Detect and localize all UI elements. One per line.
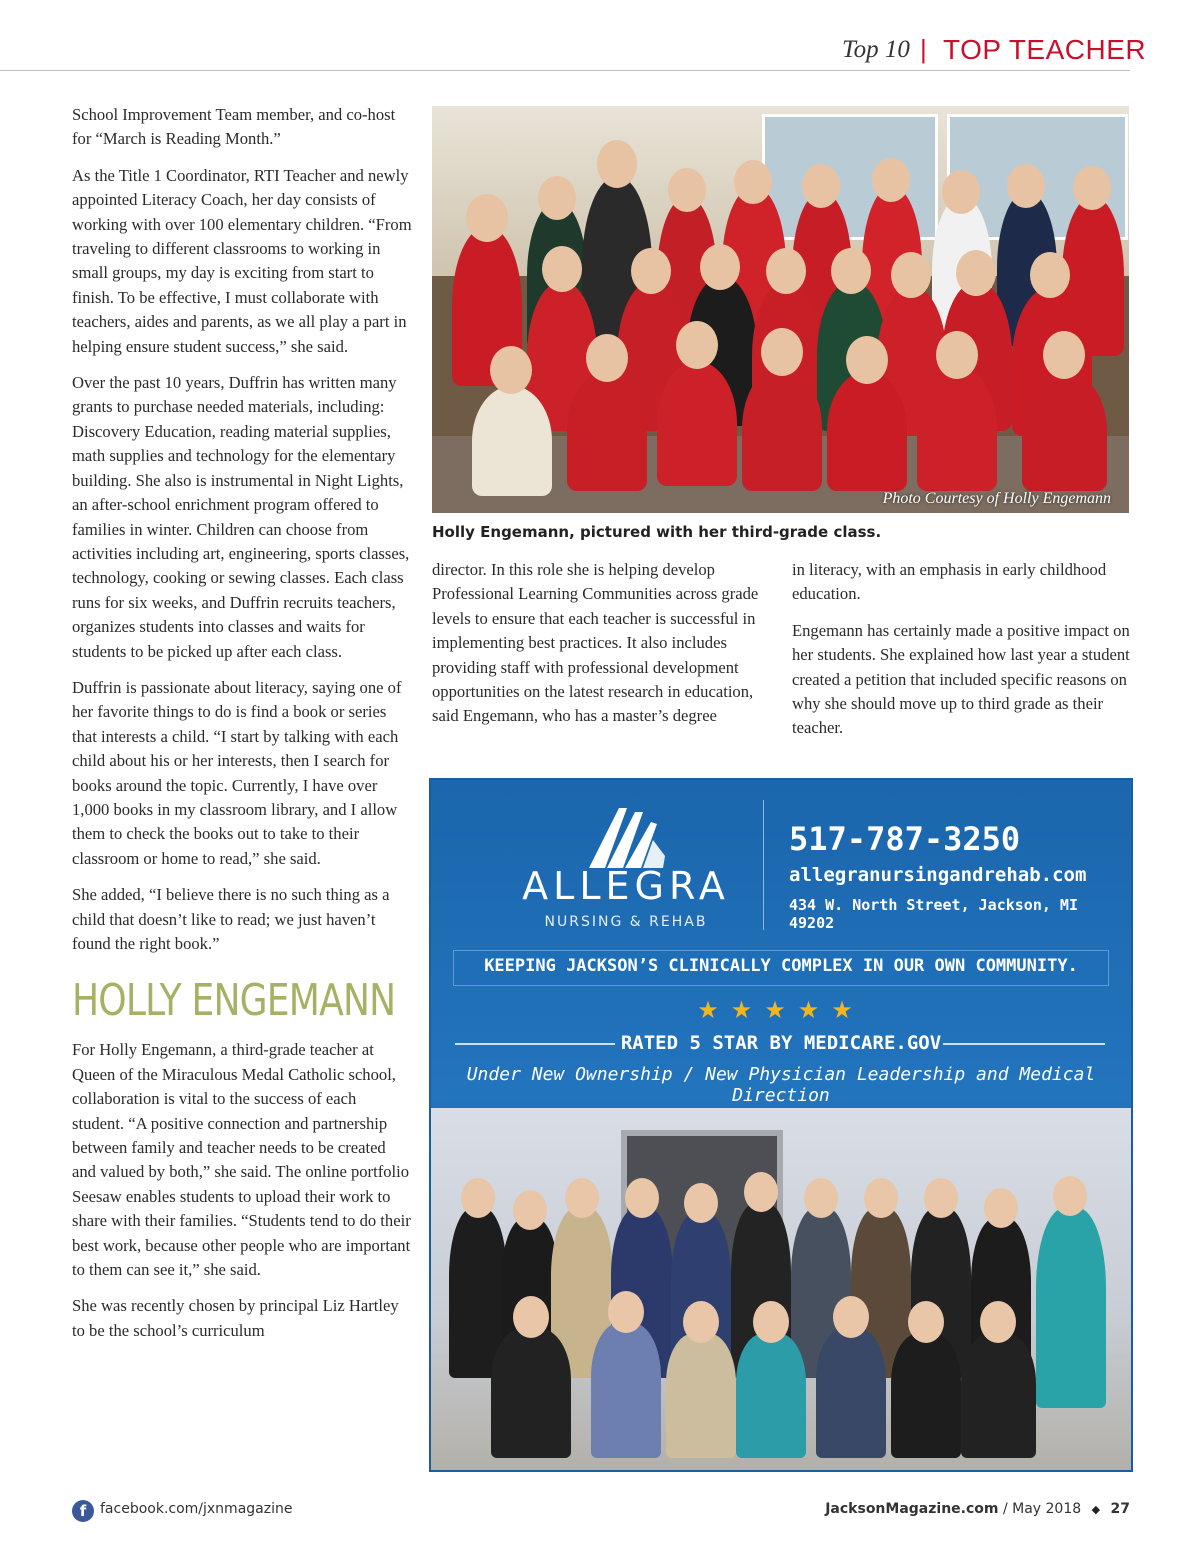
staff-head bbox=[684, 1183, 718, 1223]
allegra-advertisement[interactable] bbox=[429, 778, 1133, 1472]
staff-head bbox=[980, 1301, 1016, 1343]
student-head bbox=[676, 321, 718, 369]
staff-head bbox=[908, 1301, 944, 1343]
left-column bbox=[72, 103, 412, 1355]
staff-head bbox=[513, 1296, 549, 1338]
student-head bbox=[802, 164, 840, 208]
ad-banner-text: KEEPING JACKSON’S CLINICALLY COMPLEX IN OUR OWN COMMUNITY. bbox=[484, 956, 1078, 976]
header-rule bbox=[0, 70, 1130, 71]
staff-head bbox=[625, 1178, 659, 1218]
staff-member bbox=[736, 1333, 806, 1458]
paragraph: Duffrin is passionate about literacy, saying one of her favorite things to do is find a book or series that interests a child. “I start by talking with each child about his or her interests, then I search for books around the topic. Currently, I have over 1,000 books in my classroom library, and I allow them to check the books out to take to their classroom or home to read,” she said. bbox=[72, 677, 402, 868]
ad-divider bbox=[763, 800, 764, 930]
right-column bbox=[792, 558, 1130, 753]
staff-member bbox=[961, 1333, 1036, 1458]
issue-date: May 2018 bbox=[1012, 1501, 1082, 1517]
student-head bbox=[766, 248, 806, 294]
student-head bbox=[831, 248, 871, 294]
student-head bbox=[542, 246, 582, 292]
student bbox=[827, 371, 907, 491]
student bbox=[1022, 371, 1107, 491]
staff-head bbox=[513, 1190, 547, 1230]
student-head bbox=[1030, 252, 1070, 298]
staff-head bbox=[984, 1188, 1018, 1228]
staff-head bbox=[924, 1178, 958, 1218]
student bbox=[657, 361, 737, 486]
staff-head bbox=[1053, 1176, 1087, 1216]
ad-brand: ALLEGRA bbox=[522, 864, 730, 908]
paragraph: She was recently chosen by principal Liz Hartley to be the school’s curriculum bbox=[72, 1296, 399, 1340]
paragraph: She added, “I believe there is no such thing as a child that doesn’t like to read; we just haven’t found the right book.” bbox=[72, 885, 390, 953]
staff-head bbox=[461, 1178, 495, 1218]
student bbox=[917, 366, 997, 491]
student-head bbox=[891, 252, 931, 298]
student-head bbox=[538, 176, 576, 220]
paragraph: in literacy, with an emphasis in early childhood education. bbox=[792, 560, 1107, 604]
staff-member bbox=[1036, 1208, 1106, 1408]
paragraph: As the Title 1 Coordinator, RTI Teacher and newly appointed Literacy Coach, her day consists of working with over 100 elementary children. “From traveling to different classrooms to working in small groups, my day is exciting from start to finish. To be effective, I must collaborate with teachers, aides and parents, as we all play a part in helping ensure student success,” she said. bbox=[72, 165, 412, 356]
staff-head bbox=[833, 1296, 869, 1338]
page-footer bbox=[0, 1496, 1200, 1536]
student-head bbox=[956, 250, 996, 296]
student-head bbox=[466, 194, 508, 242]
photo-caption: Holly Engemann, pictured with her third-grade class. bbox=[432, 523, 882, 541]
student bbox=[472, 386, 552, 496]
paragraph: For Holly Engemann, a third-grade teacher at Queen of the Miraculous Medal Catholic school, collaboration is vital to the success of each student. “A positive connection and partnership between family and teacher needs to be created and valued by both,” she said. The online portfolio Seesaw enables students to upload their work to share with their families. “Students tend to do their best work, because other people who are important to them can see it,” she said. bbox=[72, 1040, 411, 1280]
page-header bbox=[0, 0, 1200, 72]
ad-brand-sub: NURSING & REHAB bbox=[544, 914, 708, 930]
star-rating-icon: ★★★★★ bbox=[697, 998, 865, 1024]
staff-head bbox=[608, 1291, 644, 1333]
paragraph: Engemann has certainly made a positive impact on her students. She explained how last year a student created a petition that included specific reasons on why she should move up to third grade as their teacher. bbox=[792, 620, 1130, 738]
middle-column bbox=[432, 558, 772, 741]
footer-separator: / bbox=[1002, 1501, 1008, 1517]
header-section: Top 10 bbox=[842, 36, 910, 63]
facebook-icon[interactable]: f bbox=[72, 1500, 94, 1522]
student-head bbox=[872, 158, 910, 202]
staff-head bbox=[804, 1178, 838, 1218]
ad-rating: RATED 5 STAR BY MEDICARE.GOV bbox=[620, 1032, 942, 1054]
paragraph: director. In this role she is helping develop Professional Learning Communities across grade levels to ensure that each teacher is successful in implementing best practices. It also includes providing staff with professional development opportunities on the latest research in education, said Engemann, who has a master’s degree bbox=[432, 560, 759, 726]
class-photo bbox=[432, 106, 1129, 513]
staff-head bbox=[683, 1301, 719, 1343]
student bbox=[742, 366, 822, 491]
student-head bbox=[936, 331, 978, 379]
staff-member bbox=[591, 1323, 661, 1458]
facebook-link[interactable]: facebook.com/jxnmagazine bbox=[100, 1501, 293, 1517]
staff-member bbox=[816, 1328, 886, 1458]
diamond-icon: ◆ bbox=[1091, 1503, 1101, 1516]
staff-member bbox=[491, 1328, 571, 1458]
staff-head bbox=[753, 1301, 789, 1343]
student-head bbox=[586, 334, 628, 382]
student-head bbox=[761, 328, 803, 376]
teacher-head bbox=[597, 140, 637, 188]
student-head bbox=[1007, 164, 1045, 208]
staff-member bbox=[666, 1333, 736, 1458]
student-head bbox=[942, 170, 980, 214]
staff-head bbox=[864, 1178, 898, 1218]
ad-address: 434 W. North Street, Jackson, MI 49202 bbox=[789, 896, 1078, 932]
paragraph: School Improvement Team member, and co-host for “March is Reading Month.” bbox=[72, 105, 396, 149]
staff-head bbox=[565, 1178, 599, 1218]
student-head bbox=[1043, 331, 1085, 379]
footer-info bbox=[825, 1501, 1130, 1517]
student-head bbox=[631, 248, 671, 294]
header-separator: | bbox=[920, 34, 927, 64]
staff-photo bbox=[431, 1108, 1131, 1470]
student-head bbox=[700, 244, 740, 290]
student-head bbox=[668, 168, 706, 212]
student-head bbox=[846, 336, 888, 384]
header-title: TOP TEACHER bbox=[943, 34, 1147, 65]
student-head bbox=[734, 160, 772, 204]
student-head bbox=[490, 346, 532, 394]
ad-phone[interactable]: 517-787-3250 bbox=[789, 820, 1021, 858]
staff-head bbox=[744, 1172, 778, 1212]
student-head bbox=[1073, 166, 1111, 210]
photo-credit: Photo Courtesy of Holly Engemann bbox=[882, 490, 1111, 507]
ad-tagline: Under New Ownership / New Physician Leadership and Medical Direction bbox=[466, 1064, 1096, 1106]
site-link[interactable]: JacksonMagazine.com bbox=[825, 1501, 999, 1517]
ad-website[interactable]: allegranursingandrehab.com bbox=[789, 864, 1087, 886]
page-number: 27 bbox=[1110, 1501, 1130, 1517]
student bbox=[567, 371, 647, 491]
staff-member bbox=[891, 1333, 961, 1458]
section-heading: HOLLY ENGEMANN bbox=[72, 975, 396, 1027]
paragraph: Over the past 10 years, Duffrin has written many grants to purchase needed materials, including: Discovery Education, reading material supplies, math supplies and technology for the elementary building. She also is instrumental in Night Lights, an after-school enrichment program offered to families in winter. Children can choose from activities including art, engineering, sports classes, technology, cooking or sewing classes. Each class runs for six weeks, and Duffrin recruits teachers, organizes students into classes and waits for students to be picked up after each class. bbox=[72, 373, 410, 661]
